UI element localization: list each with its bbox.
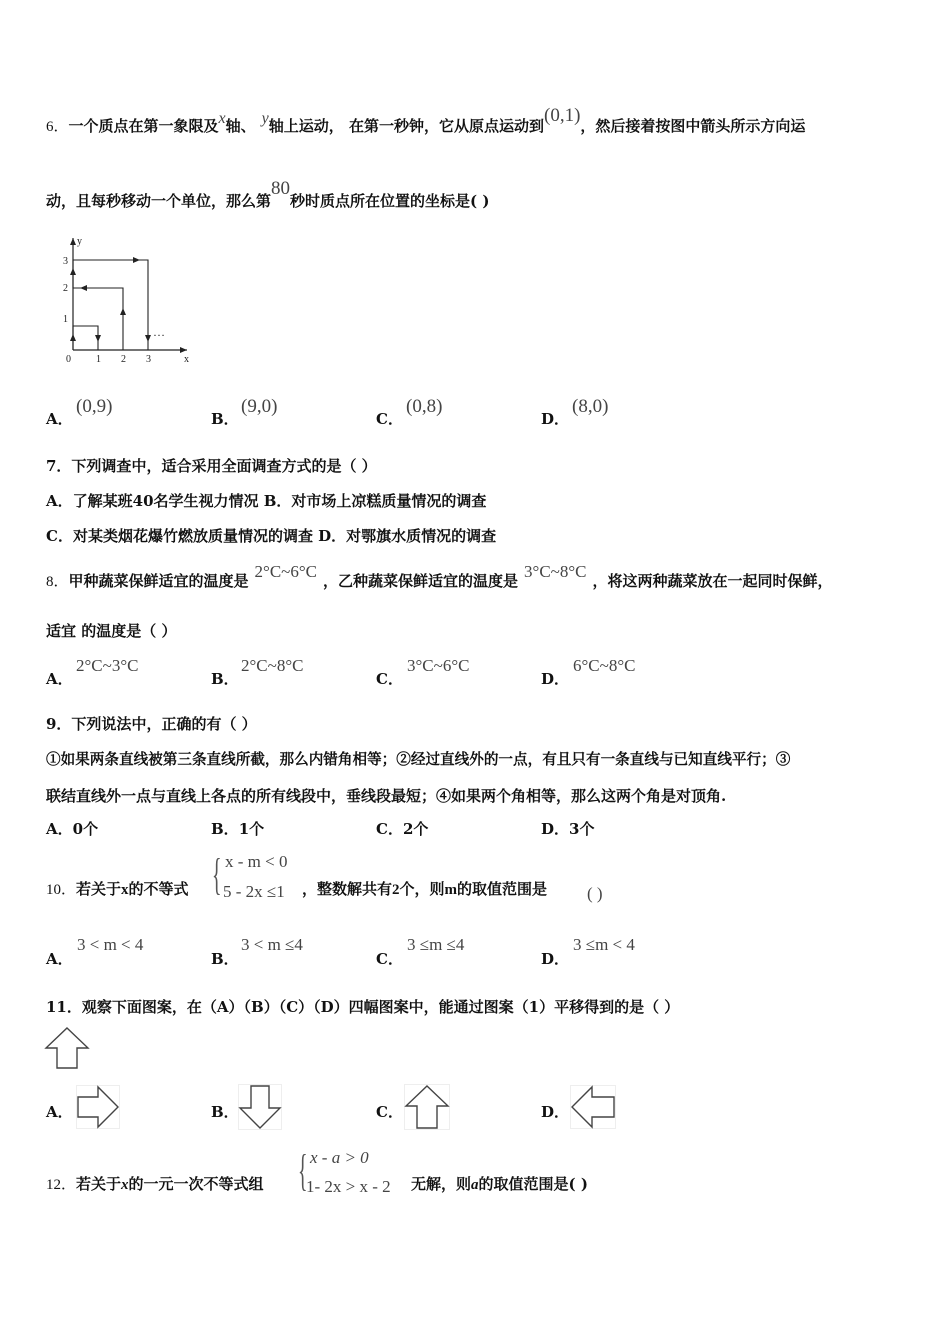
graph-x-label: x <box>184 354 189 365</box>
q8-option-d-value: 6°C~8°C <box>573 656 636 675</box>
q6-line2 <box>46 178 490 212</box>
q9-statements-line1: ①如果两条直线被第三条直线所截，那么内错角相等；②经过直线外的一点，有且只有一条直线与已知直线平行；③ <box>46 751 791 768</box>
q7-options-line1[interactable]: A．了解某班40名学生视力情况 B．对市场上凉糕质量情况的调查 <box>46 492 487 510</box>
q10-option-c-value: 3 ≤m ≤4 <box>407 935 465 954</box>
q7-stem: 7．下列调查中，适合采用全面调查方式的是（ ） <box>46 457 377 475</box>
q6-line1 <box>46 105 806 137</box>
q11-option-a-label: A． <box>46 1103 73 1121</box>
q10-option-b-value: 3 < m ≤4 <box>241 935 303 954</box>
q8-line2: 适宜 的温度是（ ） <box>46 622 177 640</box>
q10-text-5: 的取值范围是 <box>457 880 548 898</box>
q6-option-c-label: C． <box>376 410 403 428</box>
q6-option-a-value: (0,9) <box>76 396 113 417</box>
q11-option-a[interactable] <box>46 1101 73 1122</box>
q6-option-c[interactable] <box>376 408 403 429</box>
q12-inequality-1-text: x - a > 0 <box>310 1148 369 1167</box>
q10-option-c[interactable] <box>376 948 403 969</box>
q10-number: 10． <box>46 882 77 898</box>
q10-option-c-label: C． <box>376 950 403 968</box>
q6-text-1: 一个质点在第一象限及 <box>68 117 219 135</box>
q9-option-b-value: 1个 <box>238 820 265 838</box>
q11-option-d[interactable] <box>541 1101 569 1122</box>
q8-option-c-value: 3°C~6°C <box>407 656 470 675</box>
q6-option-d[interactable] <box>541 408 569 429</box>
q10-text-4: 个，则 <box>399 880 445 898</box>
q12-text-2: 的一元一次不等式组 <box>128 1175 264 1193</box>
graph-x-tick-1: 1 <box>96 354 101 365</box>
q10-option-d-value: 3 ≤m < 4 <box>573 935 635 954</box>
q10-option-d-label: D． <box>541 950 570 968</box>
q9-option-a[interactable] <box>46 818 98 839</box>
q8-text-2: ，乙种蔬菜保鲜适宜的温度是 <box>323 572 519 590</box>
q9-option-c-label: C． <box>376 820 403 838</box>
q8-text-3: ，将这两种蔬菜放在一起同时保鲜， <box>592 572 833 590</box>
q11-option-c-label: C． <box>376 1103 403 1121</box>
q6-text-5: 动，且每秒移动一个单位，那么第 <box>46 192 272 210</box>
q9-option-d[interactable] <box>541 818 594 839</box>
q8-range-2: 3°C~8°C <box>524 562 587 581</box>
q8-option-d-label: D． <box>541 670 570 688</box>
y-axis-arrowhead <box>70 238 76 245</box>
q6-option-a-label: A． <box>46 410 73 428</box>
graph-continuation-dots: … <box>153 325 165 339</box>
q6-seconds: 80 <box>271 178 291 199</box>
q10-option-b[interactable] <box>211 948 239 969</box>
q10-inequality-1 <box>225 852 287 872</box>
q10-inequality-2 <box>223 882 285 902</box>
q10-inequality-1-text: x - m < 0 <box>225 852 288 871</box>
q8-option-c[interactable] <box>376 668 403 689</box>
q10-m-var: m <box>444 882 458 898</box>
q11-option-c[interactable] <box>376 1101 403 1122</box>
q6-option-b-value: (9,0) <box>241 396 278 417</box>
q6-text-6: 秒时质点所在位置的坐标是( ) <box>290 192 490 210</box>
q10-x-var: x <box>121 882 129 898</box>
q9-stem: 9．下列说法中，正确的有（ ） <box>46 715 257 733</box>
q10-option-b-label: B． <box>211 950 239 968</box>
q10-text-1: 若关于 <box>76 880 122 898</box>
q6-text-4: ，然后接着按图中箭头所示方向运 <box>580 117 806 135</box>
q12-text-3: 无解，则 <box>411 1175 472 1193</box>
q12-inequality-2 <box>306 1177 391 1197</box>
q10-inequality-2-text: 5 - 2x ≤1 <box>223 882 285 901</box>
q8-option-b[interactable] <box>211 668 239 689</box>
q8-line1 <box>46 562 833 591</box>
q6-option-c-value: (0,8) <box>406 396 443 417</box>
q10-line-right <box>302 878 547 899</box>
q8-option-a-value: 2°C~3°C <box>76 656 139 675</box>
q12-text-1: 若关于 <box>76 1175 122 1193</box>
q10-option-a-value: 3 < m < 4 <box>77 935 144 954</box>
q6-option-b-label: B． <box>211 410 239 428</box>
q8-option-b-label: B． <box>211 670 239 688</box>
q12-inequality-2-text: 1- 2x > x - 2 <box>306 1177 391 1196</box>
q11-original-up-arrow-icon <box>44 1026 90 1070</box>
q6-option-d-value: (8,0) <box>572 396 609 417</box>
q10-option-d[interactable] <box>541 948 569 969</box>
q10-option-a-label: A． <box>46 950 73 968</box>
q6-text-3: 轴上运动， 在第一秒钟，它从原点运动到 <box>268 117 544 135</box>
graph-y-tick-2: 2 <box>63 283 68 294</box>
q12-inequality-1 <box>310 1148 369 1168</box>
q6-option-d-label: D． <box>541 410 570 428</box>
x-axis-arrowhead <box>180 347 187 353</box>
q11-option-c-up-arrow-icon <box>404 1084 450 1130</box>
q6-text-2: 轴、 <box>225 117 256 135</box>
q11-option-b-label: B． <box>211 1103 239 1121</box>
q6-point: (0,1) <box>544 105 581 126</box>
graph-origin-label: 0 <box>66 354 71 365</box>
q12-x-var: x <box>121 1177 129 1193</box>
graph-y-tick-1: 1 <box>63 314 68 325</box>
q9-option-b[interactable] <box>211 818 264 839</box>
q12-line-left <box>46 1173 264 1194</box>
q11-stem: 11．观察下面图案，在（A）（B）（C）（D）四幅图案中，能通过图案（1）平移得到的是（ ） <box>46 998 680 1016</box>
q7-options-line2[interactable]: C．对某类烟花爆竹燃放质量情况的调查 D．对鄂旗水质情况的调查 <box>46 527 497 545</box>
graph-y-label: y <box>77 236 82 247</box>
q10-line-left <box>46 878 189 899</box>
q10-answer-parens: ( ) <box>587 884 603 903</box>
q11-option-d-label: D． <box>541 1103 570 1121</box>
q9-statements-line2: 联结直线外一点与直线上各点的所有线段中，垂线段最短；④如果两个角相等，那么这两个角是对顶角. <box>46 787 727 805</box>
q8-option-a[interactable] <box>46 668 73 689</box>
graph-x-tick-3: 3 <box>146 354 151 365</box>
q6-y-var: y <box>261 110 269 127</box>
q12-line-right <box>411 1173 588 1194</box>
q9-option-c[interactable] <box>376 818 428 839</box>
q9-option-a-value: 0个 <box>72 820 99 838</box>
q12-number: 12． <box>46 1177 77 1193</box>
q10-count: 2 <box>392 882 400 898</box>
q12-system-brace: { <box>298 1146 308 1195</box>
q6-option-a[interactable] <box>46 408 73 429</box>
graph-y-tick-3: 3 <box>63 256 68 267</box>
q12-a-var: a <box>471 1177 479 1193</box>
q8-text-1: 甲种蔬菜保鲜适宜的温度是 <box>68 572 249 590</box>
q10-system-brace: { <box>212 850 222 899</box>
q8-option-b-value: 2°C~8°C <box>241 656 304 675</box>
q6-number: 6． <box>46 119 69 135</box>
q9-option-c-value: 2个 <box>402 820 429 838</box>
q11-option-a-right-arrow-icon <box>76 1085 120 1129</box>
q6-x-var: x <box>218 110 226 127</box>
q10-text-2: 的不等式 <box>128 880 189 898</box>
q11-option-b-down-arrow-icon <box>238 1084 282 1130</box>
q6-option-b[interactable] <box>211 408 239 429</box>
q10-option-a[interactable] <box>46 948 73 969</box>
q11-option-d-left-arrow-icon <box>570 1085 616 1129</box>
q8-range-1: 2°C~6°C <box>254 562 318 581</box>
q8-option-c-label: C． <box>376 670 403 688</box>
graph-x-tick-2: 2 <box>121 354 126 365</box>
q9-option-b-label: B． <box>211 820 239 838</box>
q8-option-d[interactable] <box>541 668 569 689</box>
q12-text-4: 的取值范围是( ) <box>478 1175 588 1193</box>
q8-option-a-label: A． <box>46 670 73 688</box>
q10-text-3: ，整数解共有 <box>302 880 393 898</box>
q9-option-d-value: 3个 <box>569 820 595 838</box>
q9-option-d-label: D． <box>541 820 570 838</box>
q6-path-graph <box>55 230 195 365</box>
q11-option-b[interactable] <box>211 1101 239 1122</box>
q9-option-a-label: A． <box>46 820 73 838</box>
q8-number: 8． <box>46 574 69 590</box>
